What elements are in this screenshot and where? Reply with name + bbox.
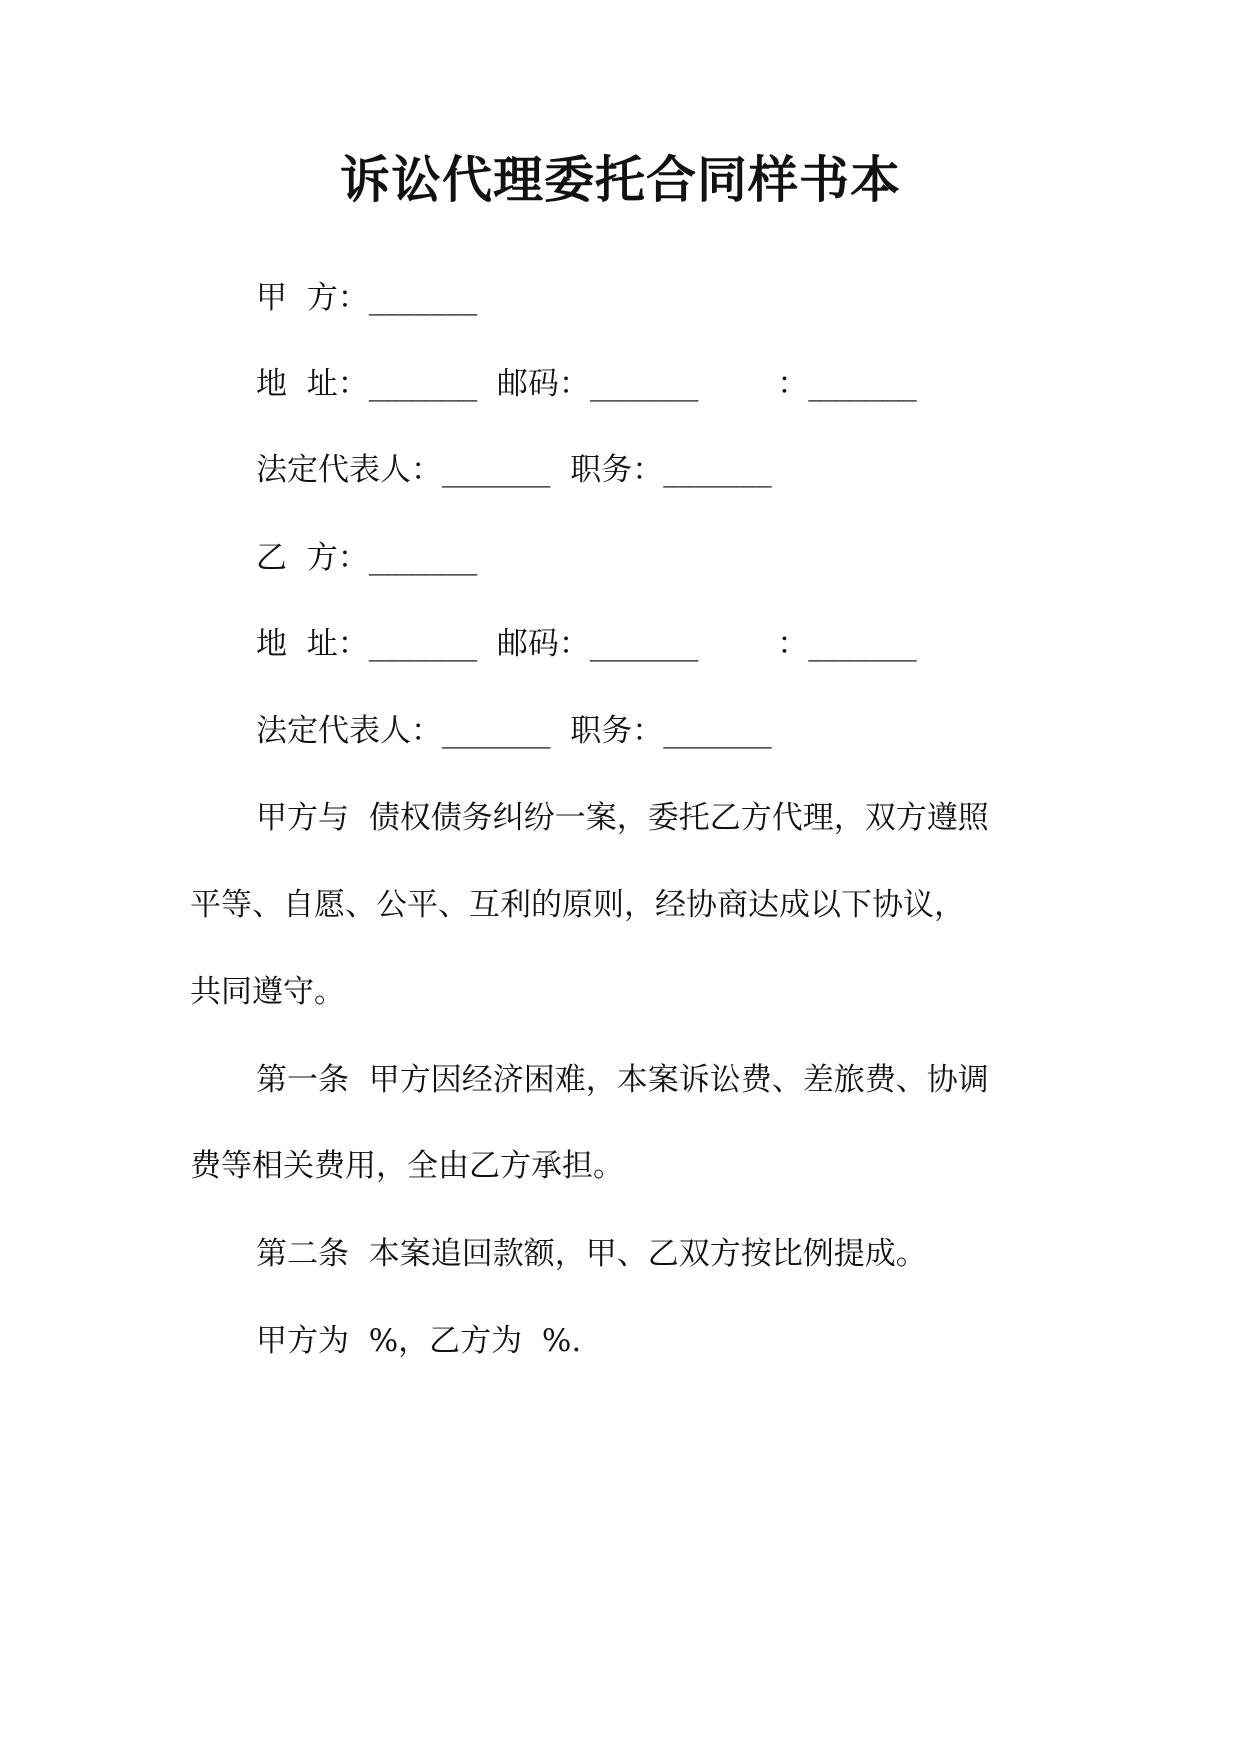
party-b-name-line: 乙 方：_______ bbox=[256, 540, 478, 576]
preamble-line-1: 甲方与 债权债务纠纷一案，委托乙方代理，双方遵照 bbox=[256, 800, 989, 836]
article-1-line-2: 费等相关费用，全由乙方承担。 bbox=[190, 1148, 624, 1184]
party-b-address-line: 地 址：_______ 邮码：_______ ：_______ bbox=[256, 626, 917, 662]
party-a-representative-line: 法定代表人：_______ 职务：_______ bbox=[256, 452, 772, 488]
article-2-line-2: 甲方为 %，乙方为 %. bbox=[256, 1323, 582, 1359]
document-title: 诉讼代理委托合同样书本 bbox=[340, 150, 901, 209]
article-1-line-1: 第一条 甲方因经济困难，本案诉讼费、差旅费、协调 bbox=[256, 1062, 989, 1098]
article-2-line-1: 第二条 本案追回款额，甲、乙双方按比例提成。 bbox=[256, 1236, 927, 1272]
party-b-representative-line: 法定代表人：_______ 职务：_______ bbox=[256, 713, 772, 749]
party-a-address-line: 地 址：_______ 邮码：_______ ：_______ bbox=[256, 366, 917, 402]
preamble-line-2: 平等、自愿、公平、互利的原则，经协商达成以下协议， bbox=[190, 887, 965, 923]
preamble-line-3: 共同遵守。 bbox=[190, 974, 345, 1010]
party-a-name-line: 甲 方：_______ bbox=[256, 280, 478, 316]
